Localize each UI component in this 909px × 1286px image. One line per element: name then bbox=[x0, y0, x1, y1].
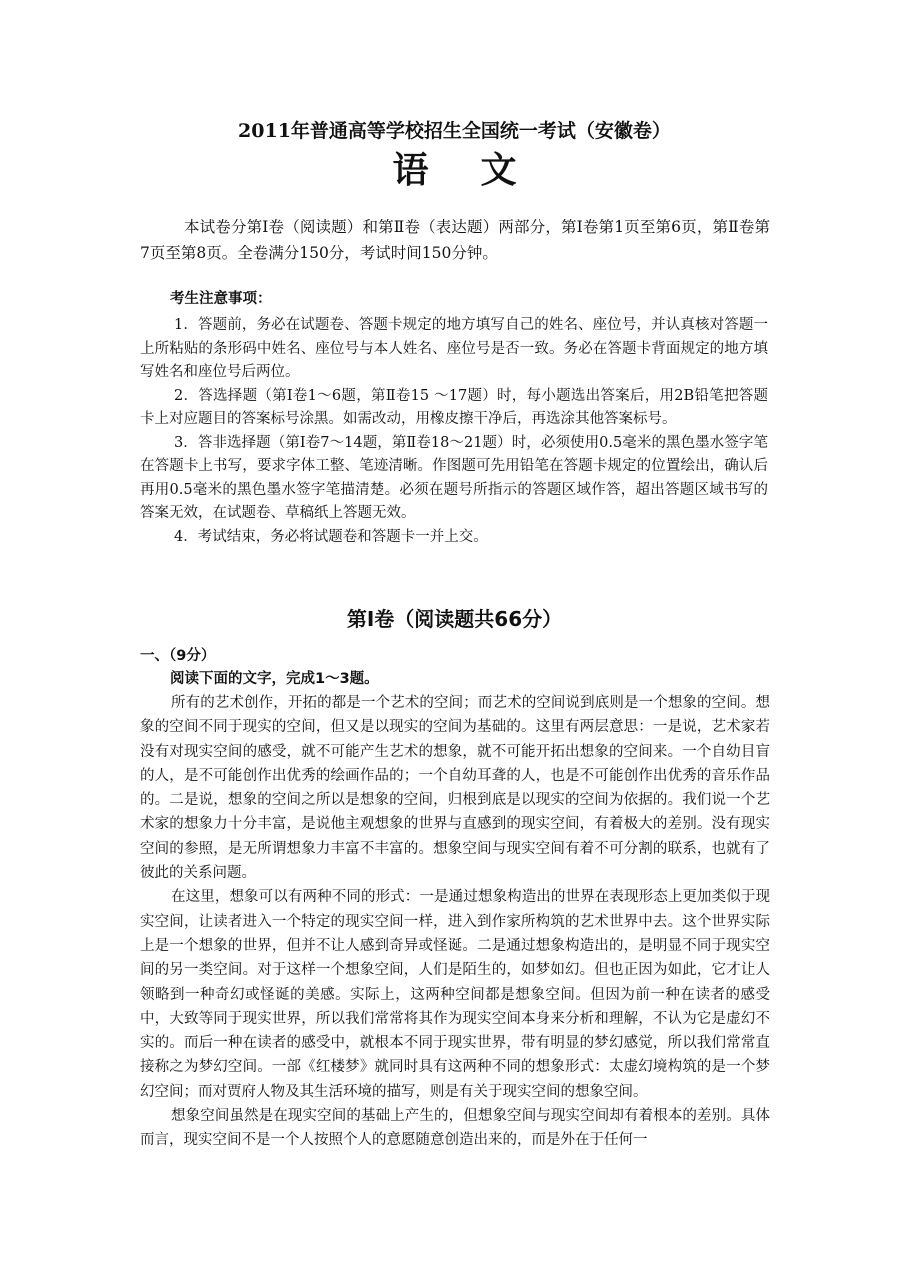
notice-item: 3．答非选择题（第Ⅰ卷7～14题，第Ⅱ卷18～21题）时，必须使用0.5毫米的黑色墨水签字笔在答题卡上书写，要求字体工整、笔迹清晰。作图题可先用铅笔在答题卡规定的位置绘出，确认后再用0.5毫米的黑色墨水签字笔描清楚。必须在题号所指示的答题区域作答，超出答题区域书写的答案无效，在试题卷、草稿纸上答题无效。 bbox=[140, 434, 768, 521]
part-title: 第Ⅰ卷（阅读题共66分） bbox=[346, 607, 563, 631]
reading-passage bbox=[140, 691, 770, 1153]
exam-title: 2011年普通高等学校招生全国统一考试（安徽卷） bbox=[238, 120, 671, 142]
notice-heading: 考生注意事项： bbox=[170, 290, 272, 307]
passage-paragraph: 想象空间虽然是在现实空间的基础上产生的，但想象空间与现实空间却有着根本的差别。具体而言，现实空间不是一个人按照个人的意愿随意创造出来的，而是外在于任何一 bbox=[140, 1108, 770, 1149]
section-label: 一、（9分） bbox=[140, 648, 216, 664]
notice-item: 2．答选择题（第Ⅰ卷1～6题，第Ⅱ卷15 ～17题）时，每小题选出答案后，用2B铅笔把答题卡上对应题目的答案标号涂黑。如需改动，用橡皮擦干净后，再选涂其他答案标号。 bbox=[140, 387, 768, 427]
subject-title: 语文 bbox=[392, 149, 569, 191]
notice-item: 1．答题前，务必在试题卷、答题卡规定的地方填写自己的姓名、座位号，并认真核对答题一上所粘贴的条形码中姓名、座位号与本人姓名、座位号是否一致。务必在答题卡背面规定的地方填写姓名和座位号后两位。 bbox=[140, 317, 768, 380]
passage-paragraph: 在这里，想象可以有两种不同的形式：一是通过想象构造出的世界在表现形态上更加类似于现实空间，让读者进入一个特定的现实空间一样，进入到作家所构筑的艺术世界中去。这个世界实际上是一个想象的世界，但并不让人感到奇异或怪诞。二是通过想象构造出的，是明显不同于现实空间的另一类空间。对于这样一个想象空间，人们是陌生的，如梦如幻。但也正因为如此，它才让人领略到一种奇幻或怪诞的美感。实际上，这两种空间都是想象空间。但因为前一种在读者的感受中，大致等同于现实世界，所以我们常常将其作为现实空间本身来分析和理解，不认为它是虚幻不实的。而后一种在读者的感受中，就根本不同于现实世界，带有明显的梦幻感觉，所以我们常常直接称之为梦幻空间。一部《红楼梦》就同时具有这两种不同的想象形式：太虚幻境构筑的是一个梦幻空间；而对贾府人物及其生活环境的描写，则是有关于现实空间的想象空间。 bbox=[140, 889, 770, 1100]
notice-item: 4．考试结束，务必将试题卷和答题卡一并上交。 bbox=[174, 528, 488, 545]
passage-paragraph: 所有的艺术创作，开拓的都是一个艺术的空间；而艺术的空间说到底则是一个想象的空间。想象的空间不同于现实的空间，但又是以现实的空间为基础的。这里有两层意思：一是说，艺术家若没有对现实空间的感受，就不可能产生艺术的想象，就不可能开拓出想象的空间来。一个自幼目盲的人，是不可能创作出优秀的绘画作品的；一个自幼耳聋的人，也是不可能创作出优秀的音乐作品的。二是说，想象的空间之所以是想象的空间，归根到底是以现实的空间为依据的。我们说一个艺术家的想象力十分丰富，是说他主观想象的世界与直感到的现实空间，有着极大的差别。没有现实空间的参照，是无所谓想象力丰富不丰富的。想象空间与现实空间有着不可分割的联系，也就有了彼此的关系问题。 bbox=[140, 695, 770, 882]
notice-list bbox=[140, 314, 768, 549]
reading-instruction: 阅读下面的文字，完成1～3题。 bbox=[170, 671, 379, 687]
exam-intro: 本试卷分第Ⅰ卷（阅读题）和第Ⅱ卷（表达题）两部分，第Ⅰ卷第1页至第6页，第Ⅱ卷第7页至第8页。全卷满分150分，考试时间150分钟。 bbox=[140, 218, 770, 262]
